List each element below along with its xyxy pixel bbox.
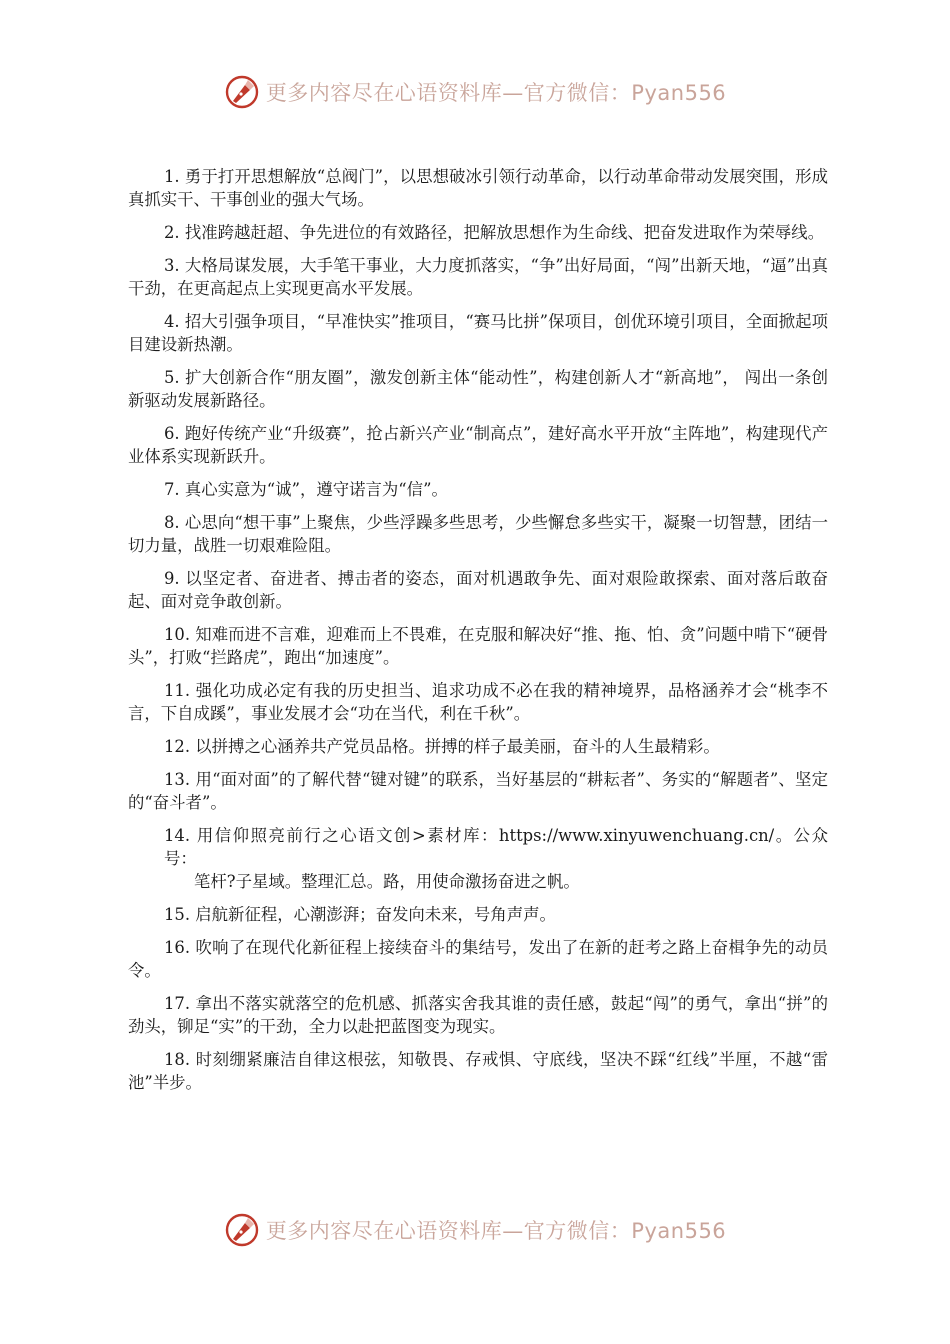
list-item-lead: 14. 用信仰照亮前行之心语文创>素材库：https://www.xinyuwenchuang.cn/。公众号：	[164, 826, 828, 868]
pen-nib-logo-icon	[224, 74, 260, 110]
list-item: 10. 知难而进不言难，迎难而上不畏难，在克服和解决好“推、拖、怕、贪”问题中啃下“硬骨头”，打败“拦路虎”，跑出“加速度”。	[128, 625, 828, 667]
list-item: 12. 以拼搏之心涵养共产党员品格。拼搏的样子最美丽，奋斗的人生最精彩。	[164, 737, 720, 756]
list-item	[128, 824, 828, 893]
list-item: 3. 大格局谋发展，大手笔干事业，大力度抓落实，“争”出好局面，“闯”出新天地，“逼”出真干劲，在更高起点上实现更高水平发展。	[128, 256, 828, 298]
header-banner	[0, 70, 950, 114]
list-item: 2. 找准跨越赶超、争先进位的有效路径，把解放思想作为生命线、把奋发进取作为荣辱线。	[164, 223, 825, 242]
list-item: 11. 强化功成必定有我的历史担当、追求功成不必在我的精神境界，品格涵养才会“桃李不言，下自成蹊”，事业发展才会“功在当代，利在千秋”。	[128, 681, 828, 723]
list-item: 6. 跑好传统产业“升级赛”，抢占新兴产业“制高点”，建好高水平开放“主阵地”，构建现代产业体系实现新跃升。	[128, 424, 828, 466]
list-item: 16. 吹响了在现代化新征程上接续奋斗的集结号，发出了在新的赶考之路上奋楫争先的动员令。	[128, 938, 828, 980]
list-item: 15. 启航新征程，心潮澎湃；奋发向未来，号角声声。	[164, 905, 556, 924]
list-item: 13. 用“面对面”的了解代替“键对键”的联系，当好基层的“耕耘者”、务实的“解题者”、坚定的“奋斗者”。	[128, 770, 828, 812]
list-item: 8. 心思向“想干事”上聚焦，少些浮躁多些思考，少些懈怠多些实干，凝聚一切智慧，团结一切力量，战胜一切艰难险阻。	[128, 513, 828, 555]
pen-nib-logo-icon	[224, 1212, 260, 1248]
list-item: 1. 勇于打开思想解放“总阀门”，以思想破冰引领行动革命，以行动革命带动发展突围，形成真抓实干、干事创业的强大气场。	[128, 167, 828, 209]
banner-text: 更多内容尽在心语资料库—官方微信：Pyan556	[265, 81, 727, 105]
footer-banner	[0, 1208, 950, 1252]
list-item: 4. 招大引强争项目，“早准快实”推项目，“赛马比拼”保项目，创优环境引项目，全面掀起项目建设新热潮。	[128, 312, 828, 354]
document-body	[128, 165, 828, 1104]
list-item: 7. 真心实意为“诚”，遵守诺言为“信”。	[164, 480, 448, 499]
list-item: 5. 扩大创新合作“朋友圈”，激发创新主体“能动性”，构建创新人才“新高地”， 闯出一条创新驱动发展新路径。	[128, 368, 828, 410]
banner-text: 更多内容尽在心语资料库—官方微信：Pyan556	[265, 1219, 727, 1243]
list-item: 18. 时刻绷紧廉洁自律这根弦，知敬畏、存戒惧、守底线，坚决不踩“红线”半厘，不越“雷池”半步。	[128, 1050, 828, 1092]
list-item: 17. 拿出不落实就落空的危机感、抓落实舍我其谁的责任感，鼓起“闯”的勇气，拿出“拼”的劲头，铆足“实”的干劲，全力以赴把蓝图变为现实。	[128, 994, 828, 1036]
list-item: 9. 以坚定者、奋进者、搏击者的姿态，面对机遇敢争先、面对艰险敢探索、面对落后敢奋起、面对竞争敢创新。	[128, 569, 828, 611]
list-item-continuation: 笔杆?子星域。整理汇总。路，用使命激扬奋进之帆。	[194, 872, 580, 891]
